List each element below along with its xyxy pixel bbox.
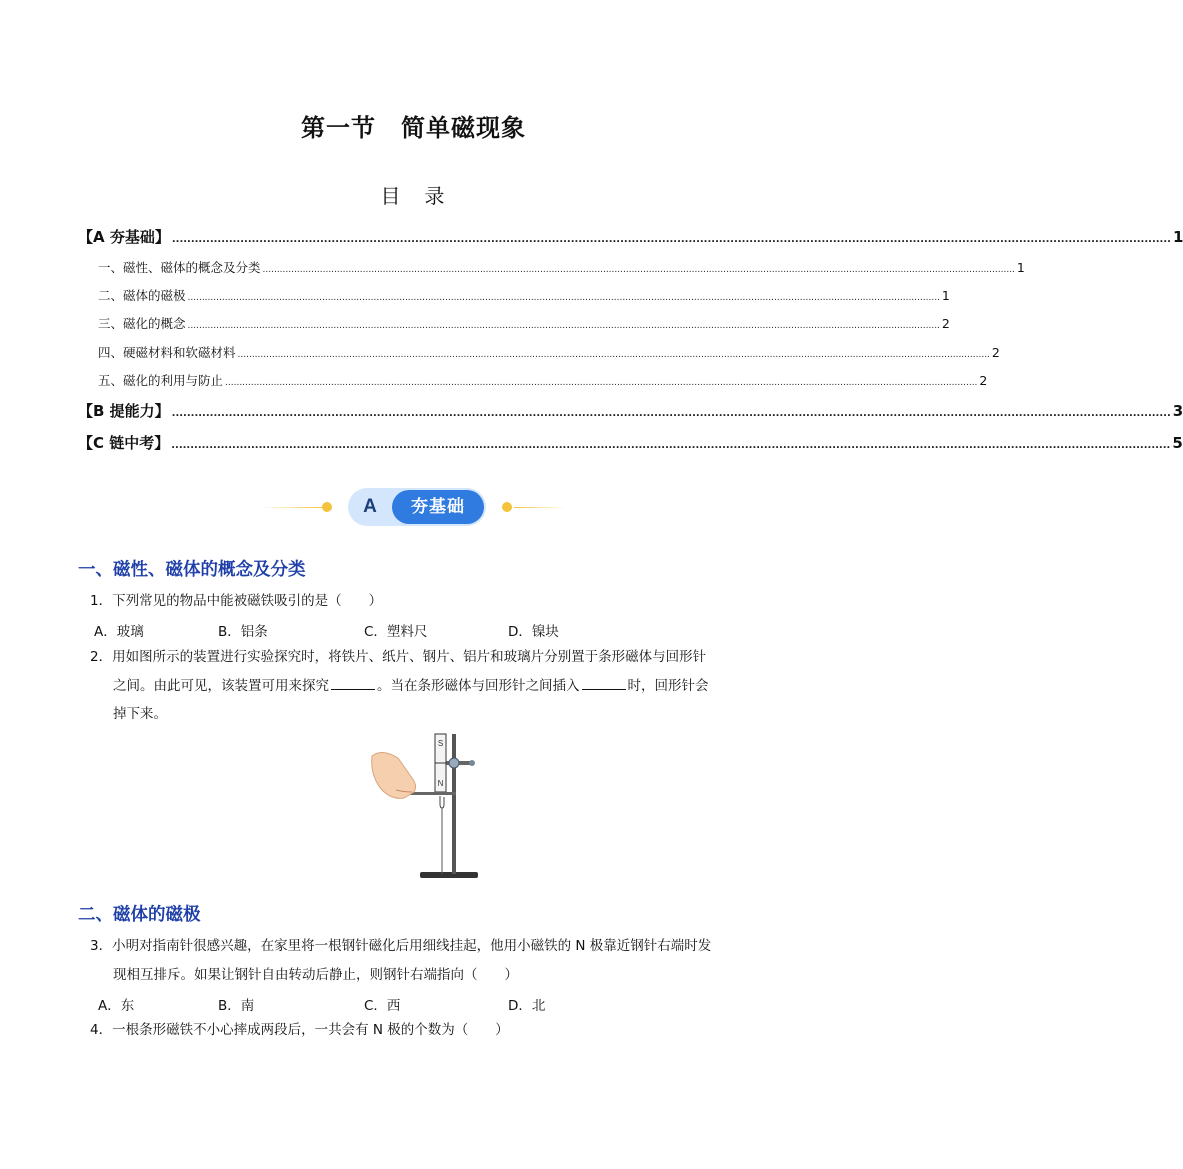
option-b[interactable]: B．铝条	[218, 624, 268, 640]
answer-blank-2[interactable]	[582, 677, 626, 690]
banner-line-right	[514, 507, 566, 508]
stand-rod	[452, 734, 456, 874]
toc-subitem-4[interactable]	[98, 343, 1000, 361]
section-heading-2: 二、磁体的磁极	[78, 905, 201, 925]
toc-leader: .......................................................................................................................................................................................................................................................................	[187, 293, 940, 303]
question-4-stem: 4．一根条形磁铁不小心摔成两段后，一共会有 N 极的个数为（ ）	[90, 1022, 509, 1038]
toc-page: 2	[979, 373, 988, 388]
option-d[interactable]: D．镍块	[508, 624, 559, 640]
option-d[interactable]: D．北	[508, 998, 546, 1014]
question-3-line1: 3．小明对指南针很感兴趣，在家里将一根钢针磁化后用细线挂起，他用小磁铁的 N 极靠近钢针右端时发	[90, 938, 712, 954]
toc-page: 1	[1172, 228, 1183, 246]
option-b[interactable]: B．南	[218, 998, 255, 1014]
toc-label: 【B 提能力】	[78, 402, 170, 420]
banner-dot-left	[322, 502, 332, 512]
toc-subitem-3[interactable]	[98, 314, 950, 332]
toc-item-c[interactable]	[78, 432, 1183, 453]
section-heading-1: 一、磁性、磁体的概念及分类	[78, 560, 306, 580]
toc-label: 三、磁化的概念	[98, 316, 186, 331]
toc-label: 【C 链中考】	[78, 434, 170, 452]
toc-label: 四、硬磁材料和软磁材料	[98, 345, 236, 360]
toc-item-b[interactable]	[78, 400, 1183, 421]
question-2-line2	[90, 672, 755, 701]
question-2-text-c: 时，回形针会	[627, 677, 709, 694]
clamp-knob	[449, 758, 459, 768]
toc-subitem-1[interactable]	[98, 258, 1025, 276]
toc-label: 一、磁性、磁体的概念及分类	[98, 260, 261, 275]
toc-leader: .......................................................................................................................................................................................................................................................................	[237, 350, 990, 360]
clamp-screw	[469, 760, 475, 766]
toc-page: 5	[1172, 434, 1183, 452]
question-1-options	[94, 620, 654, 640]
toc-subitem-5[interactable]	[98, 371, 988, 389]
banner-dot-right	[502, 502, 512, 512]
banner-text: 夯基础	[392, 490, 484, 524]
banner-line-left	[262, 507, 324, 508]
apparatus-illustration	[368, 728, 488, 884]
question-2-line3: 掉下来。	[113, 706, 167, 722]
question-3-options	[94, 994, 654, 1014]
toc-leader: .......................................................................................................................................................................................................................................................................	[171, 408, 1171, 419]
toc-page: 1	[1016, 260, 1025, 275]
banner-letter: A	[363, 496, 377, 517]
toc-subitem-2[interactable]	[98, 286, 950, 304]
question-2-text-a: 之间。由此可见，该装置可用来探究	[113, 677, 329, 694]
option-a[interactable]: A．东	[98, 998, 135, 1014]
section-banner	[262, 486, 566, 528]
toc-page: 2	[941, 316, 950, 331]
paper-clip	[440, 796, 444, 808]
page-title: 第一节 简单磁现象	[301, 114, 526, 142]
toc-label: 五、磁化的利用与防止	[98, 373, 224, 388]
toc-label: 【A 夯基础】	[78, 228, 170, 246]
option-a[interactable]: A．玻璃	[94, 624, 144, 640]
question-1	[90, 587, 755, 616]
toc-leader: .......................................................................................................................................................................................................................................................................	[171, 234, 1171, 245]
question-3-line2: 现相互排斥。如果让钢针自由转动后静止，则钢针右端指向（ ）	[113, 966, 518, 983]
toc-leader: .......................................................................................................................................................................................................................................................................	[262, 265, 1015, 275]
toc-page: 2	[991, 345, 1000, 360]
question-3	[90, 932, 755, 989]
toc-heading: 目 录	[380, 184, 447, 208]
toc-label: 二、磁体的磁极	[98, 288, 186, 303]
stand-base	[420, 872, 478, 878]
toc-page: 3	[1172, 402, 1183, 420]
magnet-label-n: N	[437, 779, 444, 788]
question-2-line1: 2．用如图所示的装置进行实验探究时，将铁片、纸片、钢片、铝片和玻璃片分别置于条形磁体与回形针	[90, 649, 707, 665]
toc-leader: .......................................................................................................................................................................................................................................................................	[171, 440, 1171, 451]
toc-page: 1	[941, 288, 950, 303]
inserted-plate	[408, 792, 456, 795]
toc-leader: .......................................................................................................................................................................................................................................................................	[187, 321, 940, 331]
banner-pill	[348, 488, 486, 526]
question-2	[90, 643, 755, 729]
toc-leader: .......................................................................................................................................................................................................................................................................	[225, 378, 978, 388]
magnet-label-s: S	[437, 739, 444, 748]
question-1-stem: 1．下列常见的物品中能被磁铁吸引的是（ ）	[90, 593, 383, 609]
answer-blank-1[interactable]	[331, 677, 375, 690]
toc-item-a[interactable]	[78, 226, 1183, 247]
question-4	[90, 1016, 755, 1045]
experiment-figure	[368, 728, 488, 884]
option-c[interactable]: C．西	[364, 998, 401, 1014]
question-2-text-b: 。当在条形磁体与回形针之间插入	[377, 677, 580, 694]
option-c[interactable]: C．塑料尺	[364, 624, 428, 640]
